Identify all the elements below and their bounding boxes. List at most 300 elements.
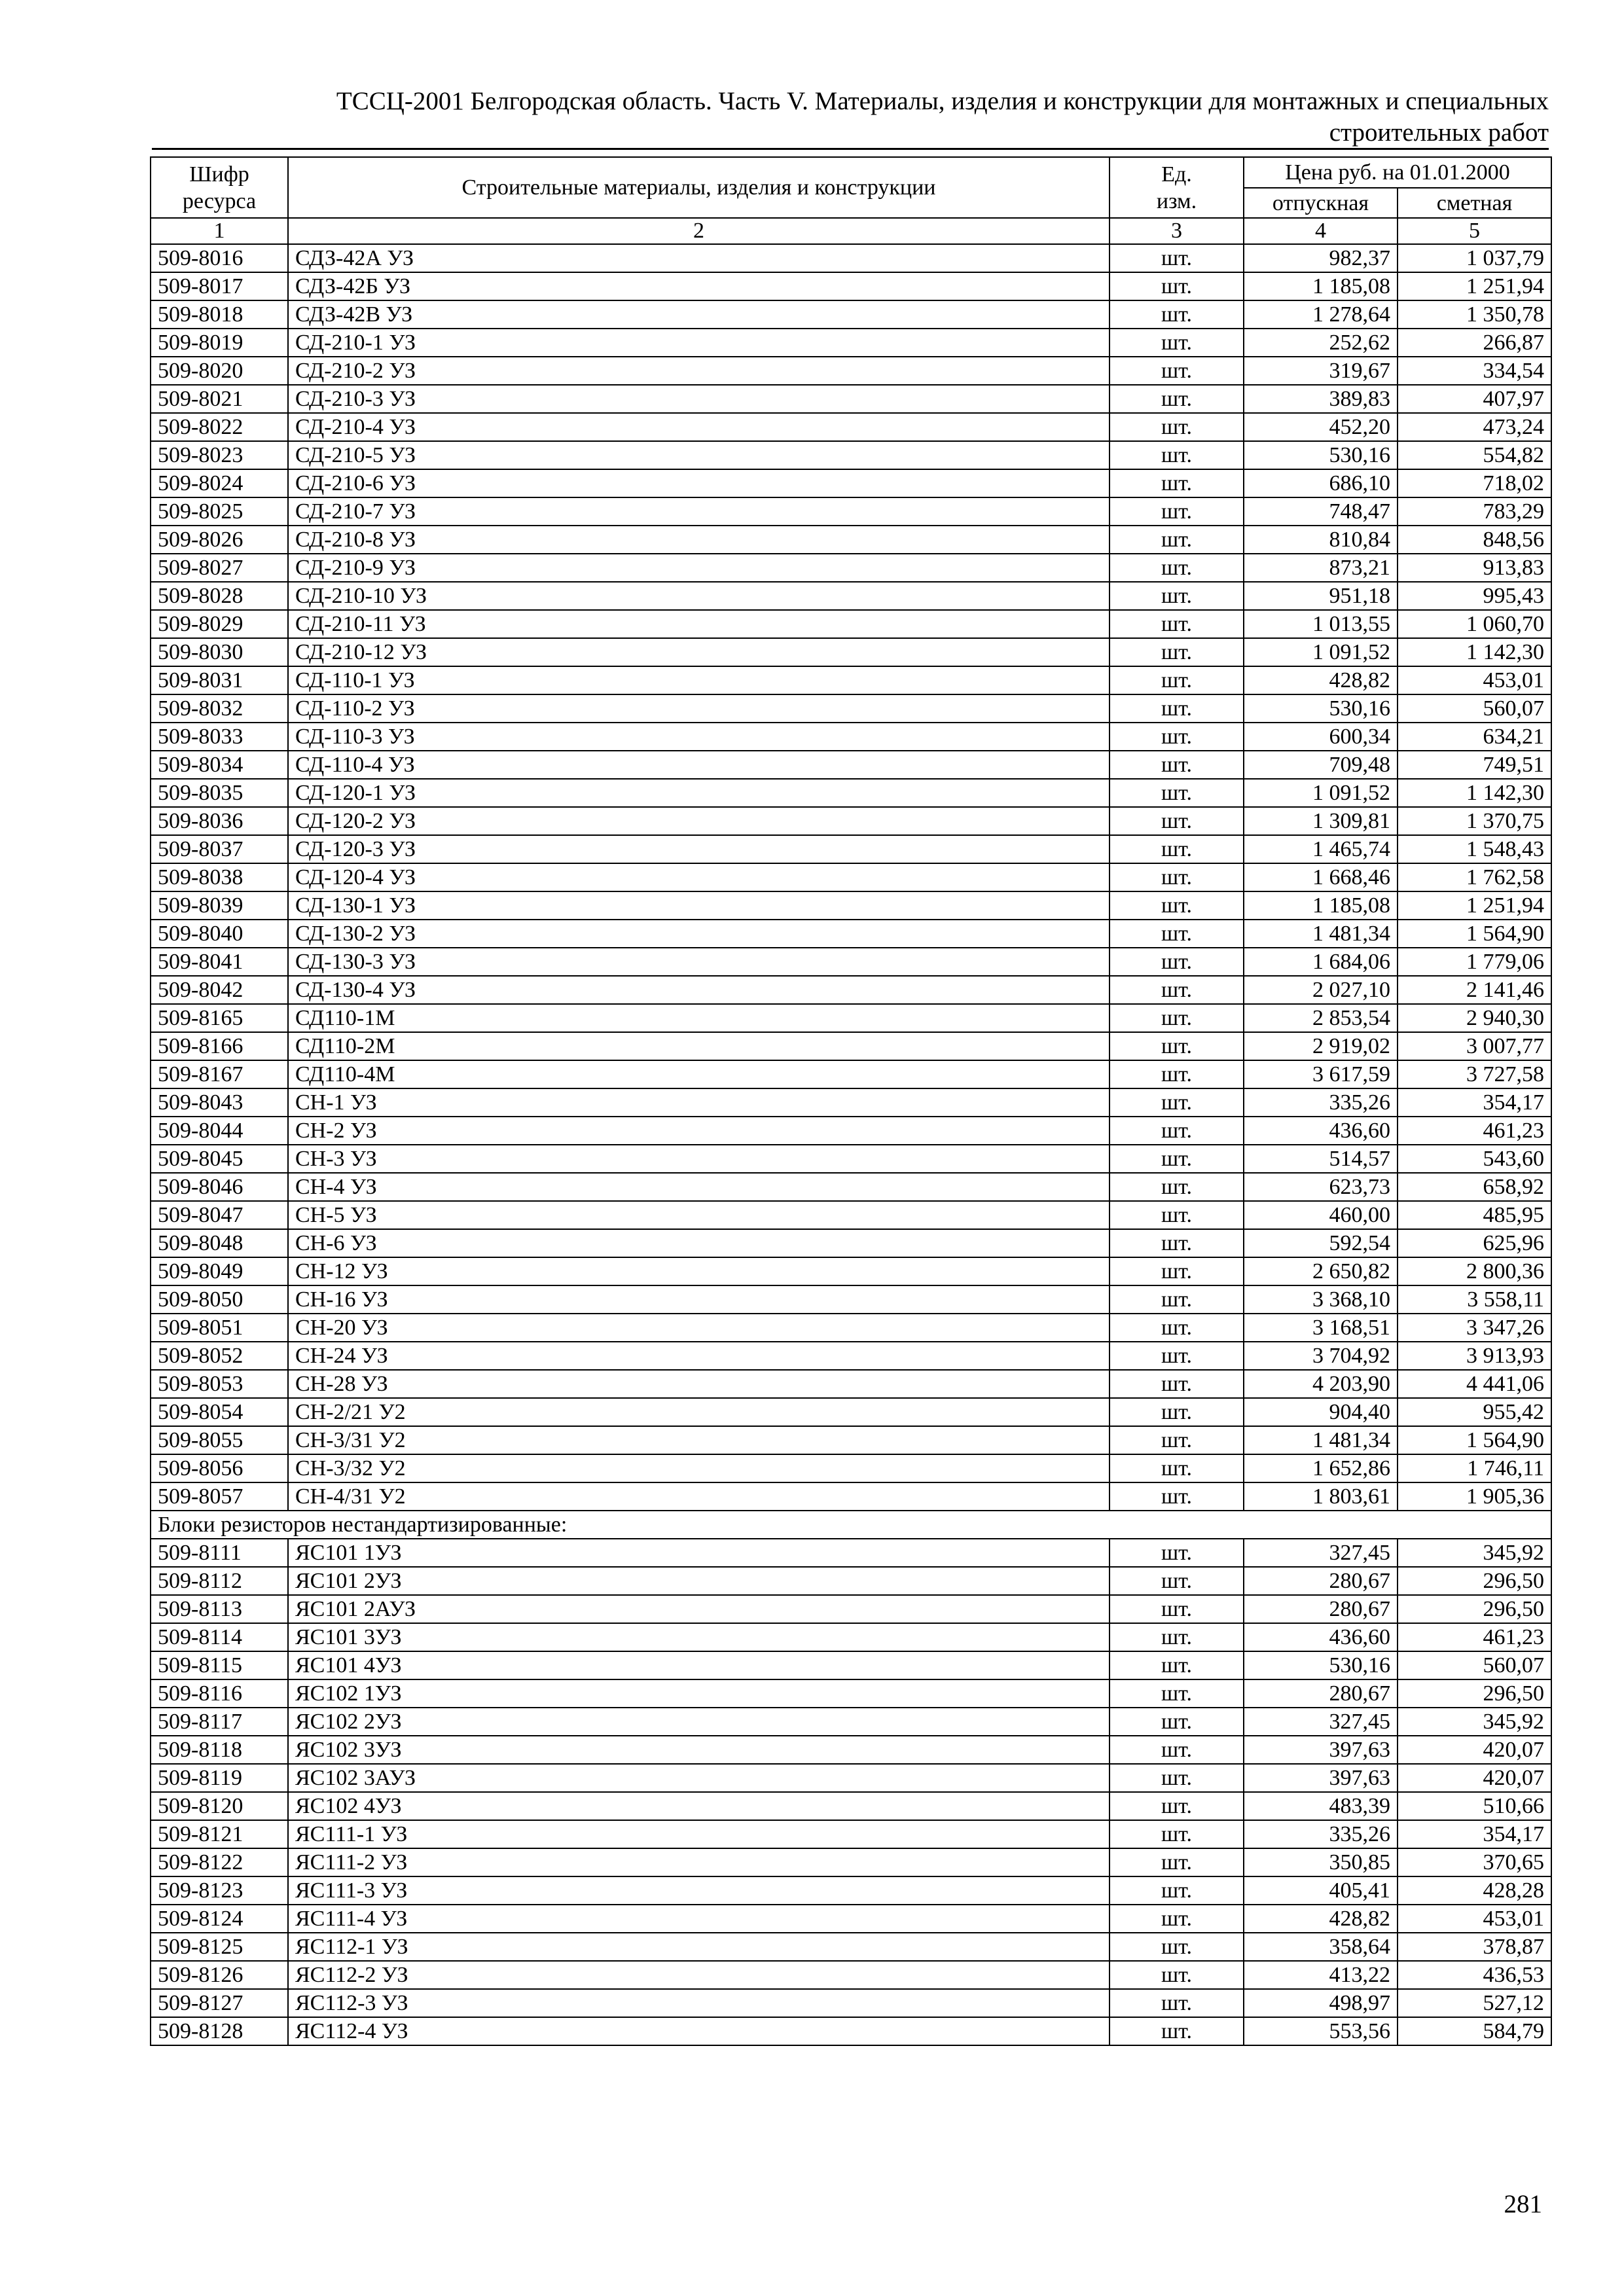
price-estimate: 718,02 [1398,469,1551,497]
price-estimate: 634,21 [1398,723,1551,751]
unit-cell: шт. [1110,1201,1244,1229]
price-estimate: 1 037,79 [1398,244,1551,272]
price-estimate: 783,29 [1398,497,1551,526]
price-release: 1 309,81 [1244,807,1398,835]
unit-cell: шт. [1110,1933,1244,1961]
column-number: 2 [288,218,1110,244]
price-estimate: 485,95 [1398,1201,1551,1229]
unit-cell: шт. [1110,976,1244,1004]
material-name: СН-3 УЗ [288,1145,1110,1173]
material-name: ЯС111-3 УЗ [288,1876,1110,1905]
price-release: 623,73 [1244,1173,1398,1201]
column-number: 1 [151,218,288,244]
table-row [151,1004,1551,1032]
price-estimate: 453,01 [1398,666,1551,694]
unit-cell: шт. [1110,1454,1244,1482]
price-estimate: 428,28 [1398,1876,1551,1905]
price-release: 1 091,52 [1244,779,1398,807]
price-estimate: 1 142,30 [1398,638,1551,666]
table-row [151,385,1551,413]
table-row [151,1708,1551,1736]
price-release: 436,60 [1244,1623,1398,1651]
price-estimate: 1 564,90 [1398,1426,1551,1454]
resource-code: 509-8025 [151,497,288,526]
table-row [151,694,1551,723]
material-name: ЯС112-2 УЗ [288,1961,1110,1989]
table-body [151,244,1551,2045]
column-header-price-release: отпускная [1244,188,1398,218]
material-name: ЯС102 3АУЗ [288,1764,1110,1792]
unit-cell: шт. [1110,1651,1244,1679]
unit-cell: шт. [1110,835,1244,863]
unit-cell: шт. [1110,300,1244,329]
material-name: СН-28 УЗ [288,1370,1110,1398]
price-estimate: 1 762,58 [1398,863,1551,891]
price-release: 2 027,10 [1244,976,1398,1004]
unit-cell: шт. [1110,1314,1244,1342]
table-row [151,1398,1551,1426]
price-estimate: 461,23 [1398,1117,1551,1145]
table-row [151,1933,1551,1961]
table-row [151,1314,1551,1342]
material-name: ЯС112-4 УЗ [288,2017,1110,2045]
price-estimate: 1 905,36 [1398,1482,1551,1511]
material-name: СН-3/32 У2 [288,1454,1110,1482]
price-estimate: 1 746,11 [1398,1454,1551,1482]
unit-cell: шт. [1110,1342,1244,1370]
header-title-continuation: строительных работ [1329,118,1549,147]
price-release: 3 168,51 [1244,1314,1398,1342]
resource-code: 509-8021 [151,385,288,413]
table-row [151,1820,1551,1848]
resource-code: 509-8165 [151,1004,288,1032]
table-row [151,1876,1551,1905]
table-row [151,554,1551,582]
material-name: СД-110-2 УЗ [288,694,1110,723]
price-release: 280,67 [1244,1679,1398,1708]
resource-code: 509-8031 [151,666,288,694]
price-release: 4 203,90 [1244,1370,1398,1398]
resource-code: 509-8123 [151,1876,288,1905]
page-number: 281 [1504,2190,1542,2218]
material-name: ЯС101 3УЗ [288,1623,1110,1651]
resource-code: 509-8166 [151,1032,288,1060]
table-row [151,1623,1551,1651]
price-estimate: 1 370,75 [1398,807,1551,835]
unit-cell: шт. [1110,1117,1244,1145]
material-name: СД-210-5 УЗ [288,441,1110,469]
table-row [151,1989,1551,2017]
unit-cell: шт. [1110,554,1244,582]
table-row [151,1117,1551,1145]
price-estimate: 560,07 [1398,1651,1551,1679]
unit-cell: шт. [1110,1623,1244,1651]
price-estimate: 749,51 [1398,751,1551,779]
material-name: ЯС111-1 УЗ [288,1820,1110,1848]
table-row [151,244,1551,272]
price-release: 592,54 [1244,1229,1398,1257]
table-row [151,1229,1551,1257]
price-release: 530,16 [1244,441,1398,469]
price-release: 810,84 [1244,526,1398,554]
column-number: 5 [1398,218,1551,244]
unit-cell: шт. [1110,1679,1244,1708]
resource-code: 509-8043 [151,1088,288,1117]
price-estimate: 420,07 [1398,1736,1551,1764]
unit-cell: шт. [1110,1088,1244,1117]
price-release: 319,67 [1244,357,1398,385]
resource-code: 509-8038 [151,863,288,891]
table-row [151,582,1551,610]
resource-code: 509-8020 [151,357,288,385]
table-row [151,779,1551,807]
unit-cell: шт. [1110,920,1244,948]
resource-code: 509-8028 [151,582,288,610]
price-estimate: 473,24 [1398,413,1551,441]
unit-cell: шт. [1110,385,1244,413]
price-release: 3 617,59 [1244,1060,1398,1088]
price-estimate: 345,92 [1398,1708,1551,1736]
resource-code: 509-8127 [151,1989,288,2017]
price-estimate: 345,92 [1398,1539,1551,1567]
table-row [151,1370,1551,1398]
price-estimate: 3 727,58 [1398,1060,1551,1088]
price-estimate: 266,87 [1398,329,1551,357]
table-row [151,469,1551,497]
price-release: 1 652,86 [1244,1454,1398,1482]
price-release: 405,41 [1244,1876,1398,1905]
price-estimate: 527,12 [1398,1989,1551,2017]
material-name: ЯС101 1УЗ [288,1539,1110,1567]
material-name: СД-210-9 УЗ [288,554,1110,582]
unit-cell: шт. [1110,582,1244,610]
table-row [151,863,1551,891]
material-name: СД-110-3 УЗ [288,723,1110,751]
unit-cell: шт. [1110,1876,1244,1905]
table-row [151,1961,1551,1989]
unit-cell: шт. [1110,1961,1244,1989]
price-release: 350,85 [1244,1848,1398,1876]
table-row [151,1651,1551,1679]
unit-cell: шт. [1110,1708,1244,1736]
price-release: 553,56 [1244,2017,1398,2045]
unit-cell: шт. [1110,863,1244,891]
price-estimate: 378,87 [1398,1933,1551,1961]
price-estimate: 510,66 [1398,1792,1551,1820]
table-row [151,1905,1551,1933]
resource-code: 509-8034 [151,751,288,779]
price-estimate: 296,50 [1398,1679,1551,1708]
price-estimate: 3 913,93 [1398,1342,1551,1370]
unit-cell: шт. [1110,329,1244,357]
table-row [151,441,1551,469]
section-title: Блоки резисторов нестандартизированные: [151,1511,1551,1539]
price-release: 3 368,10 [1244,1285,1398,1314]
resource-code: 509-8041 [151,948,288,976]
unit-cell: шт. [1110,723,1244,751]
price-release: 2 919,02 [1244,1032,1398,1060]
material-name: СДЗ-42А УЗ [288,244,1110,272]
table-row [151,891,1551,920]
price-release: 873,21 [1244,554,1398,582]
price-release: 397,63 [1244,1736,1398,1764]
table-row [151,1201,1551,1229]
price-estimate: 658,92 [1398,1173,1551,1201]
price-release: 327,45 [1244,1708,1398,1736]
table-row [151,948,1551,976]
table-row [151,976,1551,1004]
material-name: СД-120-4 УЗ [288,863,1110,891]
price-release: 280,67 [1244,1595,1398,1623]
material-name: СДЗ-42В УЗ [288,300,1110,329]
unit-cell: шт. [1110,1426,1244,1454]
material-name: СД-210-7 УЗ [288,497,1110,526]
resource-code: 509-8045 [151,1145,288,1173]
price-estimate: 436,53 [1398,1961,1551,1989]
price-release: 3 704,92 [1244,1342,1398,1370]
price-estimate: 543,60 [1398,1145,1551,1173]
table-row [151,329,1551,357]
material-name: ЯС102 3УЗ [288,1736,1110,1764]
unit-cell: шт. [1110,1398,1244,1426]
unit-cell: шт. [1110,1905,1244,1933]
table-row [151,300,1551,329]
price-estimate: 3 347,26 [1398,1314,1551,1342]
unit-cell: шт. [1110,1820,1244,1848]
unit-cell: шт. [1110,1060,1244,1088]
table-row [151,2017,1551,2045]
material-name: СД-130-3 УЗ [288,948,1110,976]
resource-code: 509-8050 [151,1285,288,1314]
unit-cell: шт. [1110,526,1244,554]
resource-code: 509-8119 [151,1764,288,1792]
table-row [151,1060,1551,1088]
price-release: 530,16 [1244,1651,1398,1679]
resource-code: 509-8126 [151,1961,288,1989]
material-name: ЯС111-4 УЗ [288,1905,1110,1933]
section-row [151,1511,1551,1539]
unit-cell: шт. [1110,666,1244,694]
unit-cell: шт. [1110,1736,1244,1764]
material-name: СН-1 УЗ [288,1088,1110,1117]
price-release: 483,39 [1244,1792,1398,1820]
resource-code: 509-8027 [151,554,288,582]
resource-code: 509-8117 [151,1708,288,1736]
price-release: 1 185,08 [1244,891,1398,920]
resource-code: 509-8049 [151,1257,288,1285]
material-name: СД-210-4 УЗ [288,413,1110,441]
table-row [151,1764,1551,1792]
resource-code: 509-8120 [151,1792,288,1820]
resource-code: 509-8057 [151,1482,288,1511]
table-row [151,1257,1551,1285]
table-row [151,1595,1551,1623]
price-release: 2 650,82 [1244,1257,1398,1285]
unit-cell: шт. [1110,497,1244,526]
resource-code: 509-8124 [151,1905,288,1933]
material-name: СД-210-3 УЗ [288,385,1110,413]
resource-code: 509-8115 [151,1651,288,1679]
price-estimate: 995,43 [1398,582,1551,610]
price-estimate: 296,50 [1398,1595,1551,1623]
material-name: СД-110-4 УЗ [288,751,1110,779]
price-estimate: 354,17 [1398,1088,1551,1117]
material-name: СН-24 УЗ [288,1342,1110,1370]
price-release: 982,37 [1244,244,1398,272]
page-header [152,82,1549,150]
material-name: ЯС102 2УЗ [288,1708,1110,1736]
table-row [151,526,1551,554]
column-number: 4 [1244,218,1398,244]
price-estimate: 334,54 [1398,357,1551,385]
price-estimate: 1 564,90 [1398,920,1551,948]
price-estimate: 407,97 [1398,385,1551,413]
resource-code: 509-8017 [151,272,288,300]
price-release: 1 185,08 [1244,272,1398,300]
price-release: 1 481,34 [1244,1426,1398,1454]
price-release: 904,40 [1244,1398,1398,1426]
material-name: ЯС112-1 УЗ [288,1933,1110,1961]
material-name: СД-210-1 УЗ [288,329,1110,357]
table-row [151,666,1551,694]
unit-cell: шт. [1110,1792,1244,1820]
unit-cell: шт. [1110,1595,1244,1623]
price-estimate: 560,07 [1398,694,1551,723]
resource-code: 509-8056 [151,1454,288,1482]
material-name: СД-210-8 УЗ [288,526,1110,554]
resource-code: 509-8040 [151,920,288,948]
resource-code: 509-8116 [151,1679,288,1708]
price-estimate: 2 800,36 [1398,1257,1551,1285]
price-estimate: 554,82 [1398,441,1551,469]
resource-code: 509-8052 [151,1342,288,1370]
table-row [151,1567,1551,1595]
material-name: СД-120-3 УЗ [288,835,1110,863]
resource-code: 509-8112 [151,1567,288,1595]
material-name: СН-2 УЗ [288,1117,1110,1145]
table-row [151,1539,1551,1567]
price-release: 1 013,55 [1244,610,1398,638]
table-row [151,638,1551,666]
table-row [151,1173,1551,1201]
resource-code: 509-8044 [151,1117,288,1145]
price-release: 335,26 [1244,1088,1398,1117]
table-row [151,920,1551,948]
resource-code: 509-8026 [151,526,288,554]
price-estimate: 461,23 [1398,1623,1551,1651]
material-name: СД-130-4 УЗ [288,976,1110,1004]
table-row [151,413,1551,441]
column-header-price-estimate: сметная [1398,188,1551,218]
unit-cell: шт. [1110,1567,1244,1595]
table-row [151,1426,1551,1454]
price-release: 252,62 [1244,329,1398,357]
material-name: СН-2/21 У2 [288,1398,1110,1426]
price-estimate: 1 251,94 [1398,891,1551,920]
price-release: 452,20 [1244,413,1398,441]
table-header [151,157,1551,244]
material-name: СН-20 УЗ [288,1314,1110,1342]
material-name: СН-5 УЗ [288,1201,1110,1229]
material-name: СД110-2М [288,1032,1110,1060]
price-estimate: 420,07 [1398,1764,1551,1792]
material-name: СД-210-11 УЗ [288,610,1110,638]
resource-code: 509-8033 [151,723,288,751]
resource-code: 509-8039 [151,891,288,920]
table-row [151,1454,1551,1482]
price-release: 389,83 [1244,385,1398,413]
price-release: 460,00 [1244,1201,1398,1229]
price-release: 2 853,54 [1244,1004,1398,1032]
unit-cell: шт. [1110,1989,1244,2017]
unit-cell: шт. [1110,610,1244,638]
resource-code: 509-8023 [151,441,288,469]
column-header-price-group: Цена руб. на 01.01.2000 [1244,157,1551,188]
price-table [150,156,1552,2046]
resource-code: 509-8018 [151,300,288,329]
unit-cell: шт. [1110,638,1244,666]
unit-cell: шт. [1110,1482,1244,1511]
price-release: 428,82 [1244,666,1398,694]
resource-code: 509-8048 [151,1229,288,1257]
table-row [151,1482,1551,1511]
price-release: 951,18 [1244,582,1398,610]
price-release: 530,16 [1244,694,1398,723]
unit-cell: шт. [1110,244,1244,272]
resource-code: 509-8114 [151,1623,288,1651]
material-name: СД-210-6 УЗ [288,469,1110,497]
resource-code: 509-8035 [151,779,288,807]
price-release: 1 668,46 [1244,863,1398,891]
price-release: 709,48 [1244,751,1398,779]
table-row [151,1032,1551,1060]
resource-code: 509-8128 [151,2017,288,2045]
unit-cell: шт. [1110,779,1244,807]
material-name: СН-3/31 У2 [288,1426,1110,1454]
resource-code: 509-8118 [151,1736,288,1764]
resource-code: 509-8042 [151,976,288,1004]
price-release: 748,47 [1244,497,1398,526]
price-estimate: 2 940,30 [1398,1004,1551,1032]
resource-code: 509-8121 [151,1820,288,1848]
unit-cell: шт. [1110,751,1244,779]
price-estimate: 625,96 [1398,1229,1551,1257]
material-name: СД110-1М [288,1004,1110,1032]
price-estimate: 1 350,78 [1398,300,1551,329]
price-estimate: 955,42 [1398,1398,1551,1426]
resource-code: 509-8053 [151,1370,288,1398]
material-name: СН-4/31 У2 [288,1482,1110,1511]
material-name: СД-210-10 УЗ [288,582,1110,610]
material-name: СН-4 УЗ [288,1173,1110,1201]
price-estimate: 2 141,46 [1398,976,1551,1004]
resource-code: 509-8019 [151,329,288,357]
unit-cell: шт. [1110,948,1244,976]
price-estimate: 1 779,06 [1398,948,1551,976]
resource-code: 509-8054 [151,1398,288,1426]
table-row [151,1342,1551,1370]
resource-code: 509-8122 [151,1848,288,1876]
material-name: СД-120-1 УЗ [288,779,1110,807]
column-header-name: Строительные материалы, изделия и конструкции [288,157,1110,218]
resource-code: 509-8037 [151,835,288,863]
material-name: ЯС102 4УЗ [288,1792,1110,1820]
material-name: СД-120-2 УЗ [288,807,1110,835]
material-name: ЯС101 2АУЗ [288,1595,1110,1623]
price-estimate: 296,50 [1398,1567,1551,1595]
header-title: ТССЦ-2001 Белгородская область. Часть V. Материалы, изделия и конструкции для монтажных и специальных [336,87,1549,115]
table-row [151,1285,1551,1314]
